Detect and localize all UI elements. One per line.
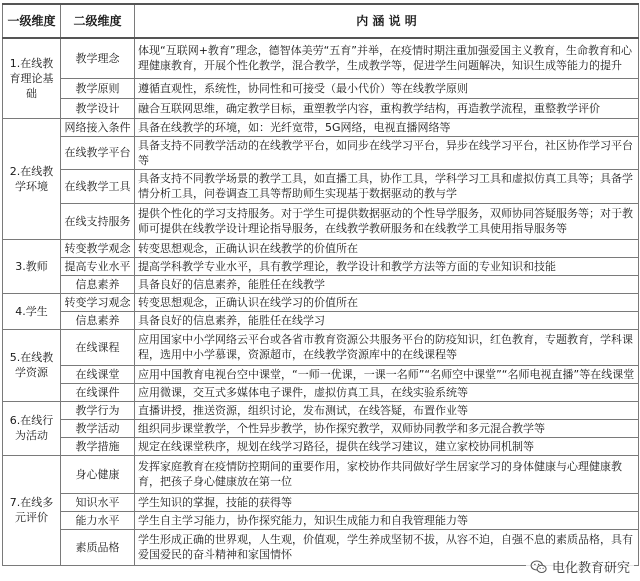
table-row	[3, 293, 639, 311]
table-row	[3, 455, 639, 493]
meaning-cell: 转变思想观念，正确认识在线学习的价值所在	[135, 293, 639, 311]
level2-cell: 教学设计	[61, 98, 135, 118]
level2-cell: 在线课件	[61, 383, 135, 401]
table-row	[3, 493, 639, 511]
level2-cell: 网络接入条件	[61, 118, 135, 136]
meaning-cell: 直播讲授，推送资源，组织讨论，发布测试，在线答疑，布置作业等	[135, 401, 639, 419]
table-row	[3, 383, 639, 401]
meaning-cell: 提高学科教学专业水平，具有教学理论，教学设计和教学方法等方面的专业知识和技能	[135, 257, 639, 275]
meaning-cell: 具备良好的信息素养，能胜任在线学习	[135, 311, 639, 329]
level2-cell: 在线教学平台	[61, 136, 135, 169]
level2-cell: 素质品格	[61, 529, 135, 565]
meaning-cell: 体现“互联网+教育”理念，德智体美劳“五育”并举，在疫情时期注重加强爱国主义教育，生命教育和心理健康教育，开展个性化教学，混合教学，生成教学等，促进学生问题解决，知识生成等能力的提升	[135, 38, 639, 78]
meaning-cell: 学生知识的掌握，技能的获得等	[135, 493, 639, 511]
meaning-cell: 遵循直观性，系统性，协同性和可接受（最小代价）等在线教学原则	[135, 78, 639, 98]
meaning-cell: 学生自主学习能力，协作探究能力，知识生成能力和自我管理能力等	[135, 511, 639, 529]
header-level1: 一级维度	[3, 4, 61, 38]
level2-cell: 身心健康	[61, 455, 135, 493]
table-row	[3, 257, 639, 275]
level2-cell: 在线教学工具	[61, 169, 135, 203]
table-row	[3, 329, 639, 365]
header-meaning: 内 涵 说 明	[135, 4, 639, 38]
watermark	[526, 556, 634, 577]
level1-cell: 1.在线教育理论基础	[3, 38, 61, 118]
level1-cell: 7.在线多元评价	[3, 455, 61, 565]
level1-cell: 6.在线行为活动	[3, 401, 61, 455]
level2-cell: 转变教学观念	[61, 239, 135, 257]
meaning-cell: 具备良好的信息素养，能胜任在线教学	[135, 275, 639, 293]
meaning-cell: 组织同步课堂教学，个性异步教学，协作探究教学，双师协同教学和多元混合教学等	[135, 419, 639, 437]
level2-cell: 在线课程	[61, 329, 135, 365]
level2-cell: 教学原则	[61, 78, 135, 98]
table-row	[3, 311, 639, 329]
table-row	[3, 511, 639, 529]
meaning-cell: 发挥家庭教育在疫情防控期间的重要作用，家校协作共同做好学生居家学习的身体健康与心理健康教育，把孩子身心健康放在第一位	[135, 455, 639, 493]
meaning-cell: 应用国家中小学网络云平台或各省市教育资源公共服务平台的防疫知识，红色教育，专题教育，学科课程，选用中小学慕课，资源超市，在线教学资源库中的在线课程等	[135, 329, 639, 365]
table-row	[3, 401, 639, 419]
level1-cell: 3.教师	[3, 239, 61, 293]
level2-cell: 在线课堂	[61, 365, 135, 383]
level1-cell: 2.在线教学环境	[3, 118, 61, 239]
dimension-table	[2, 3, 639, 566]
table-row	[3, 275, 639, 293]
meaning-cell: 具备支持不同教学场景的教学工具，如直播工具，协作工具，学科学习工具和虚拟仿真工具等；具备学情分析工具，问卷调查工具等帮助师生实现基于数据驱动的教与学	[135, 169, 639, 203]
level1-cell: 4.学生	[3, 293, 61, 329]
meaning-cell: 学生形成正确的世界观，人生观，价值观，学生养成坚韧不拔，从容不迫，自强不息的素质品格，具有爱国爱民的奋斗精神和家国情怀	[135, 529, 639, 565]
table-row	[3, 203, 639, 239]
meaning-cell: 具备支持不同教学活动的在线教学平台，如同步在线学习平台，异步在线学习平台，社区协作学习平台等	[135, 136, 639, 169]
table-row	[3, 78, 639, 98]
table-row	[3, 437, 639, 455]
level2-cell: 提高专业水平	[61, 257, 135, 275]
level2-cell: 转变学习观念	[61, 293, 135, 311]
watermark-text: 电化教育研究	[551, 561, 630, 576]
meaning-cell: 融合互联网思维，确定教学目标，重塑教学内容，重构教学结构，再造教学流程，重整教学评价	[135, 98, 639, 118]
table-row	[3, 118, 639, 136]
meaning-cell: 应用中国教育电视台空中课堂，“一师一优课，一课一名师”“名师空中课堂”“名师电视直播”等在线课堂	[135, 365, 639, 383]
header-level2: 二级维度	[61, 4, 135, 38]
table-row	[3, 38, 639, 78]
meaning-cell: 应用微课，交互式多媒体电子课件，虚拟仿真工具，在线实验系统等	[135, 383, 639, 401]
meaning-cell: 具备在线教学的环境，如：光纤宽带，5G网络，电视直播网络等	[135, 118, 639, 136]
level1-cell: 5.在线教学资源	[3, 329, 61, 401]
level2-cell: 信息素养	[61, 275, 135, 293]
level2-cell: 教学活动	[61, 419, 135, 437]
level2-cell: 教学措施	[61, 437, 135, 455]
level2-cell: 能力水平	[61, 511, 135, 529]
level2-cell: 信息素养	[61, 311, 135, 329]
meaning-cell: 转变思想观念，正确认识在线教学的价值所在	[135, 239, 639, 257]
table-row	[3, 136, 639, 169]
level2-cell: 教学理念	[61, 38, 135, 78]
level2-cell: 教学行为	[61, 401, 135, 419]
table-row	[3, 239, 639, 257]
level2-cell: 知识水平	[61, 493, 135, 511]
table-header-row	[3, 4, 639, 38]
wechat-icon	[530, 558, 548, 576]
table-row	[3, 98, 639, 118]
table-row	[3, 365, 639, 383]
table-row	[3, 419, 639, 437]
meaning-cell: 规定在线课堂秩序，规划在线学习路径，提供在线学习建议，建立家校协同机制等	[135, 437, 639, 455]
meaning-cell: 提供个性化的学习支持服务。对于学生可提供数据驱动的个性导学服务，双师协同答疑服务等；对于教师可提供在线教学设计理论指导服务，在线教学教研服务和在线教学工具使用指导服务等	[135, 203, 639, 239]
table-row	[3, 169, 639, 203]
level2-cell: 在线支持服务	[61, 203, 135, 239]
